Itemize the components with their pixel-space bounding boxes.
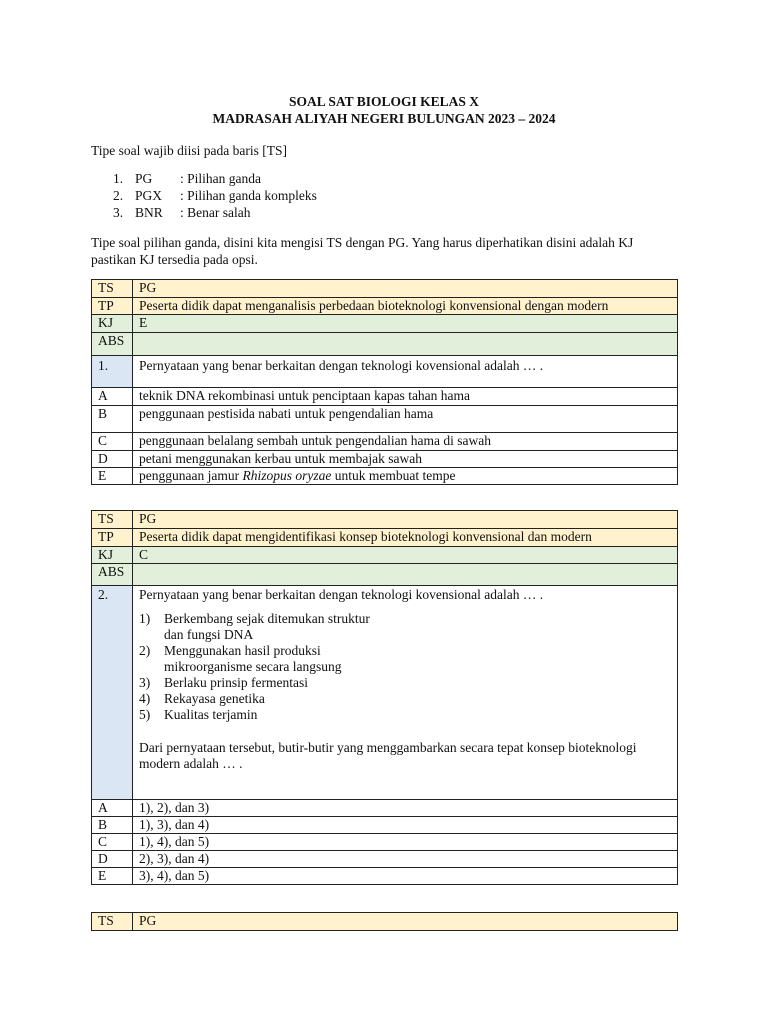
option-key: E <box>92 868 133 885</box>
follow-up-text <box>139 740 671 772</box>
tp-label: TP <box>92 529 133 547</box>
option-key: B <box>92 817 133 834</box>
option-text <box>133 468 678 485</box>
statement-number: 3) <box>139 675 151 690</box>
kj-value: E <box>133 315 678 333</box>
option-text: petani menggunakan kerbau untuk membajak sawah <box>133 451 678 468</box>
follow-up-line1: Dari pernyataan tersebut, butir-butir yang menggambarkan secara tepat konsep bioteknologi <box>139 740 637 755</box>
statement-item <box>139 675 671 691</box>
ts-label: TS <box>92 913 133 931</box>
ts-label: TS <box>92 280 133 298</box>
question-table-2 <box>91 510 678 885</box>
option-text: 1), 4), dan 5) <box>133 834 678 851</box>
abs-label: ABS <box>92 564 133 586</box>
type-item-desc: : Benar salah <box>180 205 251 220</box>
tp-value: Peserta didik dapat mengidentifikasi konsep bioteknologi konvensional dan modern <box>133 529 678 547</box>
statement-number: 5) <box>139 707 151 722</box>
doc-title-line1: SOAL SAT BIOLOGI KELAS X <box>288 94 480 109</box>
question-table-3 <box>91 912 678 931</box>
type-item-number: 3. <box>113 205 124 220</box>
statement-list <box>139 611 671 723</box>
option-text: penggunaan belalang sembah untuk pengendalian hama di sawah <box>133 433 678 451</box>
option-key: B <box>92 406 133 433</box>
statement-text-cont: dan fungsi DNA <box>164 627 254 642</box>
question-body <box>133 586 678 800</box>
statement-number: 1) <box>139 611 151 626</box>
question-table-1 <box>91 279 678 485</box>
statement-text-cont: mikroorganisme secara langsung <box>164 659 342 674</box>
statement-number: 4) <box>139 691 151 706</box>
type-item-code: PGX <box>135 188 163 203</box>
abs-label: ABS <box>92 333 133 356</box>
statement-item <box>139 691 671 707</box>
type-item-desc: : Pilihan ganda kompleks <box>180 188 317 203</box>
option-key: A <box>92 800 133 817</box>
option-key: C <box>92 433 133 451</box>
type-item-code: PG <box>135 171 153 186</box>
tp-label: TP <box>92 298 133 315</box>
statement-number: 2) <box>139 643 151 658</box>
note-line2: pastikan KJ tersedia pada opsi. <box>91 252 258 267</box>
tp-value: Peserta didik dapat menganalisis perbedaan bioteknologi konvensional dengan modern <box>133 298 678 315</box>
option-key: E <box>92 468 133 485</box>
option-key: D <box>92 851 133 868</box>
statement-text: Berkembang sejak ditemukan struktur <box>164 611 370 626</box>
type-item-number: 1. <box>113 171 124 186</box>
kj-label: KJ <box>92 315 133 333</box>
option-text: 1), 3), dan 4) <box>133 817 678 834</box>
note-line1: Tipe soal pilihan ganda, disini kita mengisi TS dengan PG. Yang harus diperhatikan disini adalah KJ <box>91 235 634 250</box>
ts-value: PG <box>133 280 678 298</box>
statement-item <box>139 643 671 675</box>
doc-title-line2: MADRASAH ALIYAH NEGERI BULUNGAN 2023 – 2024 <box>212 111 556 126</box>
question-number: 1. <box>92 356 133 388</box>
option-key: C <box>92 834 133 851</box>
statement-item <box>139 707 671 723</box>
ts-value: PG <box>133 913 678 931</box>
kj-label: KJ <box>92 547 133 564</box>
intro-text: Tipe soal wajib diisi pada baris [TS] <box>91 143 287 158</box>
question-text: Pernyataan yang benar berkaitan dengan teknologi kovensional adalah … . <box>133 356 678 388</box>
statement-text: Rekayasa genetika <box>164 691 265 706</box>
type-item-number: 2. <box>113 188 124 203</box>
ts-label: TS <box>92 511 133 529</box>
option-text: penggunaan pestisida nabati untuk pengendalian hama <box>133 406 678 433</box>
question-text: Pernyataan yang benar berkaitan dengan teknologi kovensional adalah … . <box>139 587 544 602</box>
type-item-desc: : Pilihan ganda <box>180 171 261 186</box>
option-key: A <box>92 388 133 406</box>
option-key: D <box>92 451 133 468</box>
option-text: 2), 3), dan 4) <box>133 851 678 868</box>
option-text-pre: penggunaan jamur <box>139 468 243 483</box>
abs-value <box>133 333 678 356</box>
option-text: 1), 2), dan 3) <box>133 800 678 817</box>
statement-text: Kualitas terjamin <box>164 707 258 722</box>
question-number: 2. <box>92 586 133 800</box>
option-text-post: untuk membuat tempe <box>331 468 456 483</box>
option-text: teknik DNA rekombinasi untuk penciptaan kapas tahan hama <box>133 388 678 406</box>
kj-value: C <box>133 547 678 564</box>
type-item-code: BNR <box>135 205 163 220</box>
abs-value <box>133 564 678 586</box>
option-text: 3), 4), dan 5) <box>133 868 678 885</box>
statement-text: Menggunakan hasil produksi <box>164 643 321 658</box>
statement-item <box>139 611 671 643</box>
statement-text: Berlaku prinsip fermentasi <box>164 675 308 690</box>
ts-value: PG <box>133 511 678 529</box>
follow-up-line2: modern adalah … . <box>139 756 243 771</box>
species-name: Rhizopus oryzae <box>242 468 332 483</box>
